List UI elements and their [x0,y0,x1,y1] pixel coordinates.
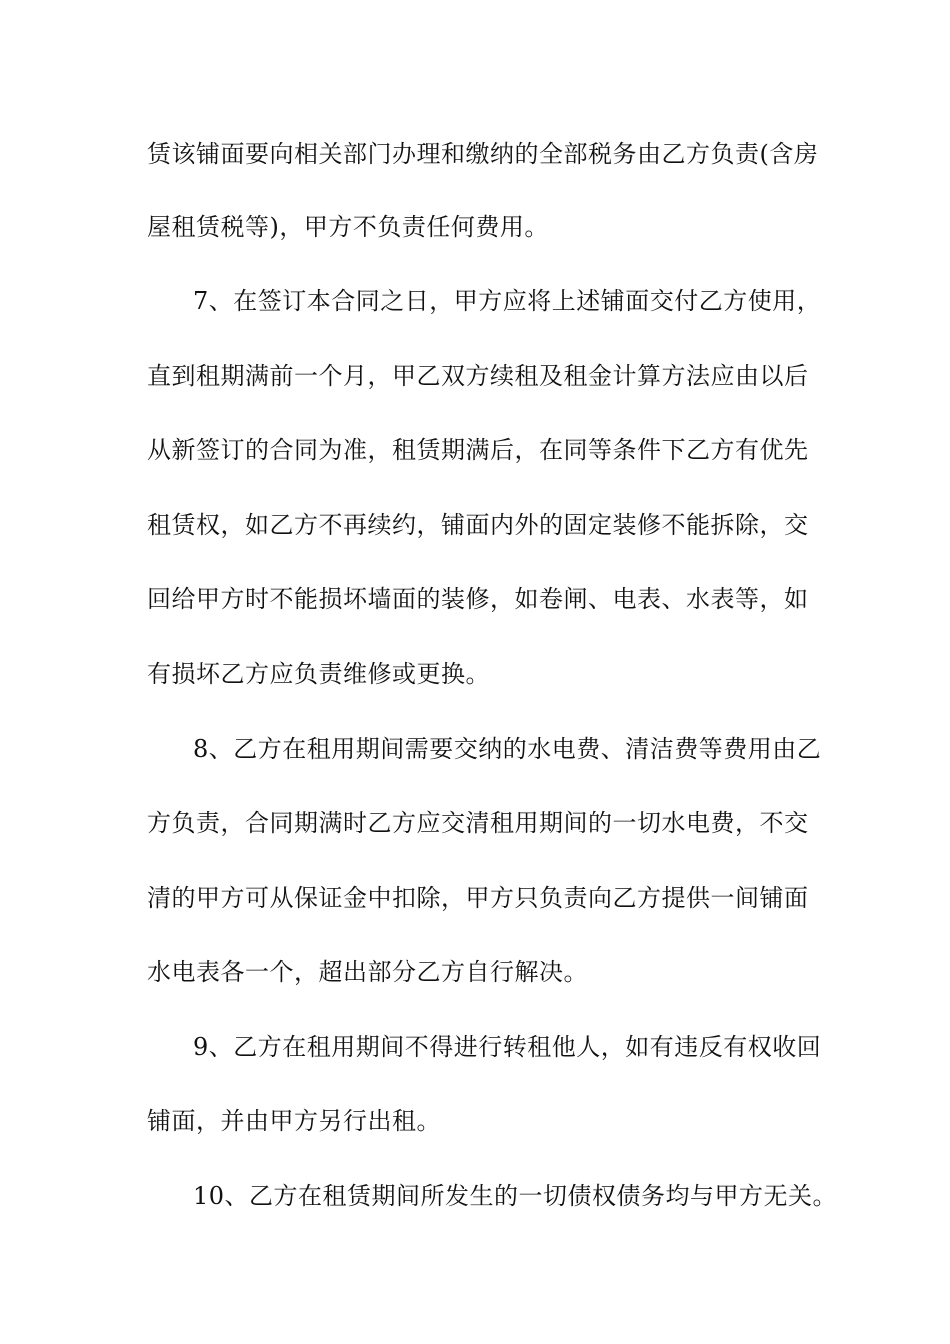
clause-8-line-2: 方负责，合同期满时乙方应交清租用期间的一切水电费，不交 [147,809,809,837]
clause-7-line-6: 有损坏乙方应负责维修或更换。 [147,660,490,688]
clause-7-line-5: 回给甲方时不能损坏墙面的装修，如卷闸、电表、水表等，如 [147,585,809,613]
text-line-1: 赁该铺面要向相关部门办理和缴纳的全部税务由乙方负责(含房 [147,140,819,168]
clause-8-line-4: 水电表各一个，超出部分乙方自行解决。 [147,958,588,986]
clause-7-line-2: 直到租期满前一个月，甲乙双方续租及租金计算方法应由以后 [147,362,809,390]
clause-7-line-4: 租赁权，如乙方不再续约，铺面内外的固定装修不能拆除，交 [147,511,809,539]
clause-8-line-3: 清的甲方可从保证金中扣除，甲方只负责向乙方提供一间铺面 [147,884,809,912]
text-line-2: 屋租赁税等)，甲方不负责任何费用。 [147,213,549,241]
clause-7-line-1: 7、在签订本合同之日，甲方应将上述铺面交付乙方使用， [193,287,822,315]
clause-8-line-1: 8、乙方在租用期间需要交纳的水电费、清洁费等费用由乙 [193,735,822,763]
clause-7-line-3: 从新签订的合同为准，租赁期满后，在同等条件下乙方有优先 [147,436,809,464]
clause-9-line-2: 铺面，并由甲方另行出租。 [147,1107,441,1135]
clause-10-line-1: 10、乙方在租赁期间所发生的一切债权债务均与甲方无关。 [193,1182,838,1210]
clause-9-line-1: 9、乙方在租用期间不得进行转租他人，如有违反有权收回 [193,1033,822,1061]
